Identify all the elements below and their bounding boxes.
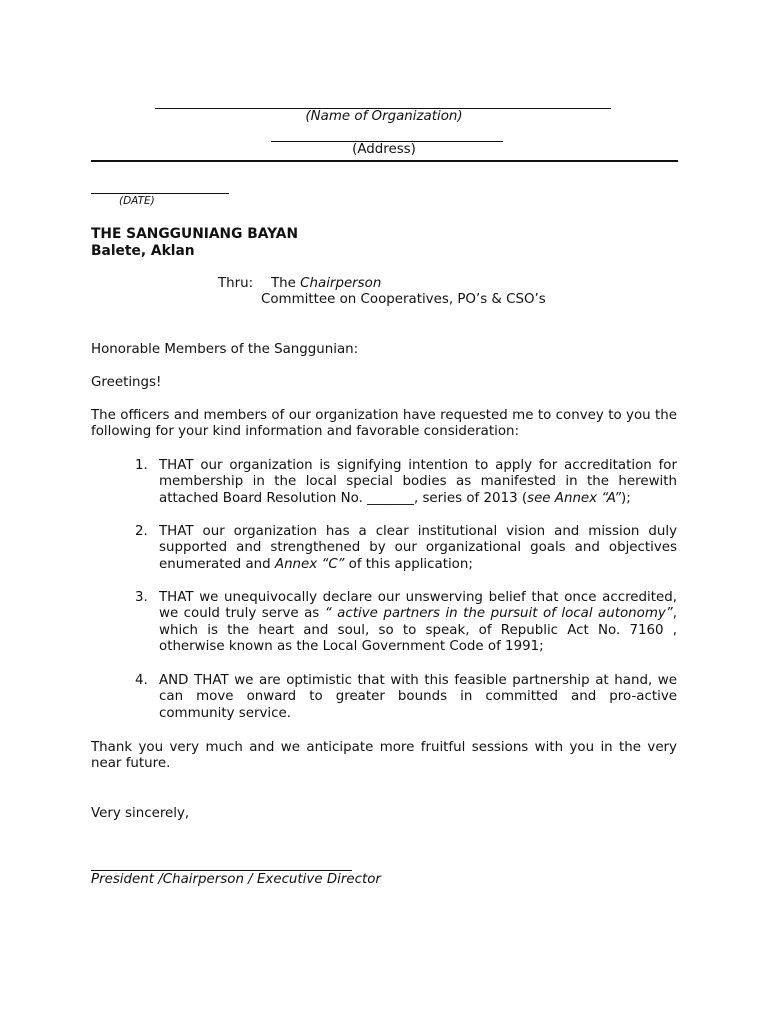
addressee-line2: Balete, Aklan — [91, 243, 195, 259]
thru-label: Thru: — [218, 276, 254, 291]
list-item — [135, 524, 677, 573]
item-text: THAT our organization is signifying intention to apply for accreditation for membership in the local special bodies as manifested in the herewith attached Board Resolution No. _______, series of 2013 (see Annex “A”); — [159, 458, 677, 506]
greeting: Greetings! — [91, 375, 162, 390]
thru-committee: Committee on Cooperatives, PO’s & CSO’s — [261, 292, 546, 307]
addressee-line1: THE SANGGUNIANG BAYAN — [91, 226, 298, 242]
item-text: THAT our organization has a clear institutional vision and mission duly supported and strengthened by our organizational goals and objectives enumerated and Annex “C” of this application; — [159, 524, 677, 572]
intro-paragraph: The officers and members of our organization have requested me to convey to you the following for your kind information and favorable consideration: — [91, 408, 677, 440]
item-number: 3. — [135, 590, 148, 605]
item-text: THAT we unequivocally declare our unswerving belief that once accredited, we could truly serve as “ active partners in the pursuit of local autonomy”, which is the heart and soul, so to speak, of Republic Act No. 7160 , otherwise known as the Local Government Code of 1991; — [159, 590, 678, 655]
org-name-label: (Name of Organization) — [305, 109, 463, 124]
thru-chairperson — [271, 276, 381, 291]
item-text: AND THAT we are optimistic that with this feasible partnership at hand, we can move onward to greater bounds in committed and pro-active community service. — [159, 673, 677, 721]
closing-paragraph: Thank you very much and we anticipate more fruitful sessions with you in the very near future. — [91, 740, 677, 772]
list-item — [135, 590, 677, 656]
item-number: 1. — [135, 458, 148, 473]
valediction: Very sincerely, — [91, 806, 190, 821]
item-number: 4. — [135, 673, 148, 688]
thru-title: Chairperson — [300, 276, 382, 291]
thru-the: The — [271, 276, 301, 291]
item-number: 2. — [135, 524, 148, 539]
signatory-title: President /Chairperson / Executive Director — [91, 872, 381, 887]
list-item — [135, 458, 677, 507]
date-label: (DATE) — [119, 195, 155, 207]
date-blank-line — [91, 193, 229, 194]
list-item — [135, 673, 677, 722]
address-label: (Address) — [352, 142, 416, 157]
signature-blank-line — [91, 870, 352, 871]
salutation: Honorable Members of the Sanggunian: — [91, 342, 359, 357]
letterhead-rule — [91, 160, 678, 162]
